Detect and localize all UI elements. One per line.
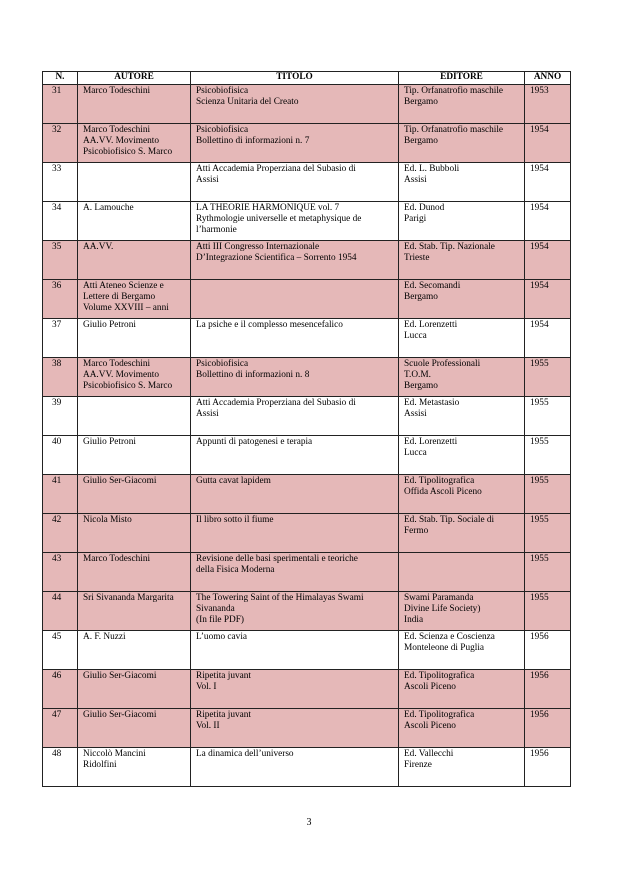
titolo-line: Ripetita juvant (196, 710, 251, 720)
cell-anno: 1955 (525, 397, 571, 436)
titolo-line: Assisi (196, 175, 219, 185)
cell-titolo (191, 514, 399, 553)
table-row (43, 397, 571, 436)
editore-line: Tip. Orfanatrofio maschile (404, 125, 504, 135)
cell-editore (399, 514, 525, 553)
header-titolo: TITOLO (191, 72, 399, 85)
titolo-line: Atti Accademia Properziana del Subasio di (196, 164, 356, 174)
autore-line: Marco Todeschini (83, 359, 151, 369)
table-row (43, 592, 571, 631)
table-row (43, 670, 571, 709)
table-row (43, 475, 571, 514)
cell-editore (399, 670, 525, 709)
titolo-line: La dinamica dell’universo (196, 749, 294, 759)
cell-anno: 1954 (525, 163, 571, 202)
editore-line: Ed. Tipolitografica (404, 671, 475, 681)
editore-line: Ed. Lorenzetti (404, 320, 458, 330)
cell-n: 40 (43, 436, 78, 475)
cell-editore (399, 748, 525, 787)
table-row (43, 553, 571, 592)
autore-line: Sri Sivananda Margarita (83, 593, 174, 603)
cell-autore (78, 163, 191, 202)
cell-n: 36 (43, 280, 78, 319)
cell-anno: 1954 (525, 124, 571, 163)
editore-line: Assisi (404, 175, 427, 185)
cell-n: 31 (43, 85, 78, 124)
autore-line: A. F. Nuzzi (83, 632, 126, 642)
cell-n: 39 (43, 397, 78, 436)
table-row (43, 241, 571, 280)
cell-titolo (191, 475, 399, 514)
editore-line: Parigi (404, 214, 427, 224)
table-row (43, 436, 571, 475)
autore-line: Nicola Misto (83, 515, 132, 525)
titolo-line: LA THEORIE HARMONIQUE vol. 7 (196, 203, 340, 213)
cell-anno: 1956 (525, 631, 571, 670)
cell-titolo (191, 85, 399, 124)
editore-line: Tip. Orfanatrofio maschile (404, 86, 504, 96)
cell-anno: 1954 (525, 280, 571, 319)
cell-autore (78, 631, 191, 670)
editore-line: Fermo (404, 526, 429, 536)
autore-line: Atti Ateneo Scienze e (83, 281, 164, 291)
cell-n: 34 (43, 202, 78, 241)
cell-titolo (191, 358, 399, 397)
titolo-line: Psicobiofisica (196, 86, 249, 96)
titolo-line: Ripetita juvant (196, 671, 251, 681)
editore-line: Ed. Secomandi (404, 281, 461, 291)
autore-line: Volume XXVIII – anni (83, 303, 169, 313)
autore-line: Giulio Petroni (83, 320, 136, 330)
editore-line: Offida Ascoli Piceno (404, 487, 482, 497)
table-row (43, 709, 571, 748)
editore-line: Bergamo (404, 292, 438, 302)
cell-autore (78, 358, 191, 397)
cell-editore (399, 163, 525, 202)
editore-line: Firenze (404, 760, 432, 770)
cell-n: 43 (43, 553, 78, 592)
editore-line: Ed. L. Bubboli (404, 164, 460, 174)
cell-editore (399, 241, 525, 280)
titolo-line: Bollettino di informazioni n. 8 (196, 370, 310, 380)
autore-line: Giulio Petroni (83, 437, 136, 447)
catalog-table (42, 71, 571, 787)
titolo-line: Psicobiofisica (196, 125, 249, 135)
cell-titolo (191, 436, 399, 475)
cell-n: 41 (43, 475, 78, 514)
autore-line: Lettere di Bergamo (83, 292, 156, 302)
editore-line: India (404, 615, 424, 625)
editore-line: Bergamo (404, 97, 438, 107)
cell-editore (399, 202, 525, 241)
editore-line: Monteleone di Puglia (404, 643, 485, 653)
editore-line: Ed. Tipolitografica (404, 476, 475, 486)
cell-editore (399, 436, 525, 475)
cell-autore (78, 397, 191, 436)
autore-line: Ridolfini (83, 760, 117, 770)
table-row (43, 358, 571, 397)
cell-autore (78, 709, 191, 748)
cell-editore (399, 358, 525, 397)
cell-titolo (191, 670, 399, 709)
cell-autore (78, 670, 191, 709)
cell-n: 38 (43, 358, 78, 397)
table-row (43, 85, 571, 124)
titolo-line: Appunti di patogenesi e terapia (196, 437, 313, 447)
cell-n: 47 (43, 709, 78, 748)
cell-autore (78, 85, 191, 124)
header-autore: AUTORE (78, 72, 191, 85)
titolo-line: Atti Accademia Properziana del Subasio di (196, 398, 356, 408)
cell-anno: 1955 (525, 475, 571, 514)
cell-autore (78, 748, 191, 787)
cell-anno: 1954 (525, 319, 571, 358)
titolo-line: L’uomo cavia (196, 632, 248, 642)
cell-autore (78, 202, 191, 241)
titolo-line: (In file PDF) (196, 615, 245, 625)
titolo-line: Atti III Congresso Internazionale (196, 242, 320, 252)
autore-line: AA.VV. Movimento (83, 136, 160, 146)
autore-line: Psicobiofisico S. Marco (83, 147, 173, 157)
editore-line: Swami Paramanda (404, 593, 474, 603)
editore-line: Ed. Scienza e Coscienza (404, 632, 495, 642)
editore-line: Ed. Tipolitografica (404, 710, 475, 720)
titolo-line: Scienza Unitaria del Creato (196, 97, 299, 107)
titolo-line: Revisione delle basi sperimentali e teoriche (196, 554, 358, 564)
titolo-line: Vol. II (196, 721, 220, 731)
table-row (43, 124, 571, 163)
cell-editore (399, 280, 525, 319)
titolo-line: D’Integrazione Scientifica – Sorrento 1954 (196, 253, 357, 263)
table-row (43, 280, 571, 319)
cell-autore (78, 436, 191, 475)
cell-editore (399, 319, 525, 358)
cell-titolo (191, 397, 399, 436)
cell-n: 46 (43, 670, 78, 709)
cell-titolo (191, 631, 399, 670)
editore-line: Ed. Stab. Tip. Nazionale (404, 242, 495, 252)
cell-titolo (191, 748, 399, 787)
cell-n: 35 (43, 241, 78, 280)
cell-editore (399, 592, 525, 631)
titolo-line: The Towering Saint of the Himalayas Swami (196, 593, 364, 603)
cell-n: 32 (43, 124, 78, 163)
autore-line: Marco Todeschini (83, 86, 151, 96)
cell-editore (399, 709, 525, 748)
cell-anno: 1955 (525, 514, 571, 553)
cell-editore (399, 85, 525, 124)
cell-autore (78, 241, 191, 280)
autore-line: Giulio Ser-Giacomi (83, 476, 157, 486)
cell-autore (78, 475, 191, 514)
titolo-line: Rythmologie universelle et metaphysique de (196, 214, 362, 224)
titolo-line: Gutta cavat lapidem (196, 476, 271, 486)
editore-line: Assisi (404, 409, 427, 419)
cell-n: 33 (43, 163, 78, 202)
cell-editore (399, 553, 525, 592)
cell-anno: 1954 (525, 202, 571, 241)
titolo-line: Il libro sotto il fiume (196, 515, 274, 525)
cell-anno: 1956 (525, 670, 571, 709)
autore-line: A. Lamouche (83, 203, 134, 213)
autore-line: AA.VV. (83, 242, 114, 252)
cell-anno: 1955 (525, 436, 571, 475)
titolo-line: Assisi (196, 409, 219, 419)
cell-autore (78, 553, 191, 592)
table-row (43, 319, 571, 358)
editore-line: Ed. Vallecchi (404, 749, 454, 759)
cell-editore (399, 397, 525, 436)
editore-line: Ascoli Piceno (404, 682, 456, 692)
cell-anno: 1956 (525, 709, 571, 748)
cell-anno: 1956 (525, 748, 571, 787)
autore-line: Giulio Ser-Giacomi (83, 671, 157, 681)
editore-line: T.O.M. (404, 370, 431, 380)
cell-titolo (191, 319, 399, 358)
cell-editore (399, 124, 525, 163)
cell-editore (399, 475, 525, 514)
cell-anno: 1955 (525, 358, 571, 397)
cell-n: 48 (43, 748, 78, 787)
titolo-line: Vol. I (196, 682, 217, 692)
editore-line: Bergamo (404, 381, 438, 391)
cell-autore (78, 592, 191, 631)
autore-line: Marco Todeschini (83, 125, 151, 135)
titolo-line: l’harmonie (196, 225, 237, 235)
cell-titolo (191, 592, 399, 631)
autore-line: Giulio Ser-Giacomi (83, 710, 157, 720)
table-row (43, 202, 571, 241)
autore-line: Niccolò Mancini (83, 749, 146, 759)
cell-titolo (191, 163, 399, 202)
titolo-line: La psiche e il complesso mesencefalico (196, 320, 343, 330)
autore-line: Psicobiofisico S. Marco (83, 381, 173, 391)
cell-n: 37 (43, 319, 78, 358)
cell-titolo (191, 553, 399, 592)
cell-n: 44 (43, 592, 78, 631)
titolo-line: Psicobiofisica (196, 359, 249, 369)
editore-line: Ed. Metastasio (404, 398, 460, 408)
cell-titolo (191, 124, 399, 163)
titolo-line: Bollettino di informazioni n. 7 (196, 136, 310, 146)
cell-anno: 1954 (525, 241, 571, 280)
cell-autore (78, 280, 191, 319)
cell-anno: 1955 (525, 553, 571, 592)
editore-line: Trieste (404, 253, 430, 263)
page-number: 3 (306, 817, 312, 828)
autore-line: AA.VV. Movimento (83, 370, 160, 380)
editore-line: Bergamo (404, 136, 438, 146)
table-row (43, 748, 571, 787)
header-editore: EDITORE (399, 72, 525, 85)
titolo-line: Sivananda (196, 604, 235, 614)
table-row (43, 631, 571, 670)
header-row (43, 72, 571, 85)
header-n: N. (43, 72, 78, 85)
editore-line: Scuole Professionali (404, 359, 481, 369)
editore-line: Lucca (404, 448, 427, 458)
header-anno: ANNO (525, 72, 571, 85)
cell-autore (78, 514, 191, 553)
cell-anno: 1955 (525, 592, 571, 631)
editore-line: Ed. Stab. Tip. Sociale di (404, 515, 495, 525)
table-row (43, 514, 571, 553)
cell-autore (78, 124, 191, 163)
cell-anno: 1953 (525, 85, 571, 124)
editore-line: Ascoli Piceno (404, 721, 456, 731)
autore-line: Marco Todeschini (83, 554, 151, 564)
editore-line: Ed. Lorenzetti (404, 437, 458, 447)
cell-autore (78, 319, 191, 358)
cell-n: 45 (43, 631, 78, 670)
titolo-line: della Fisica Moderna (196, 565, 275, 575)
editore-line: Divine Life Society) (404, 604, 481, 614)
table-row (43, 163, 571, 202)
cell-editore (399, 631, 525, 670)
cell-titolo (191, 709, 399, 748)
editore-line: Ed. Dunod (404, 203, 445, 213)
cell-n: 42 (43, 514, 78, 553)
cell-titolo (191, 202, 399, 241)
editore-line: Lucca (404, 331, 427, 341)
cell-titolo (191, 241, 399, 280)
cell-titolo (191, 280, 399, 319)
